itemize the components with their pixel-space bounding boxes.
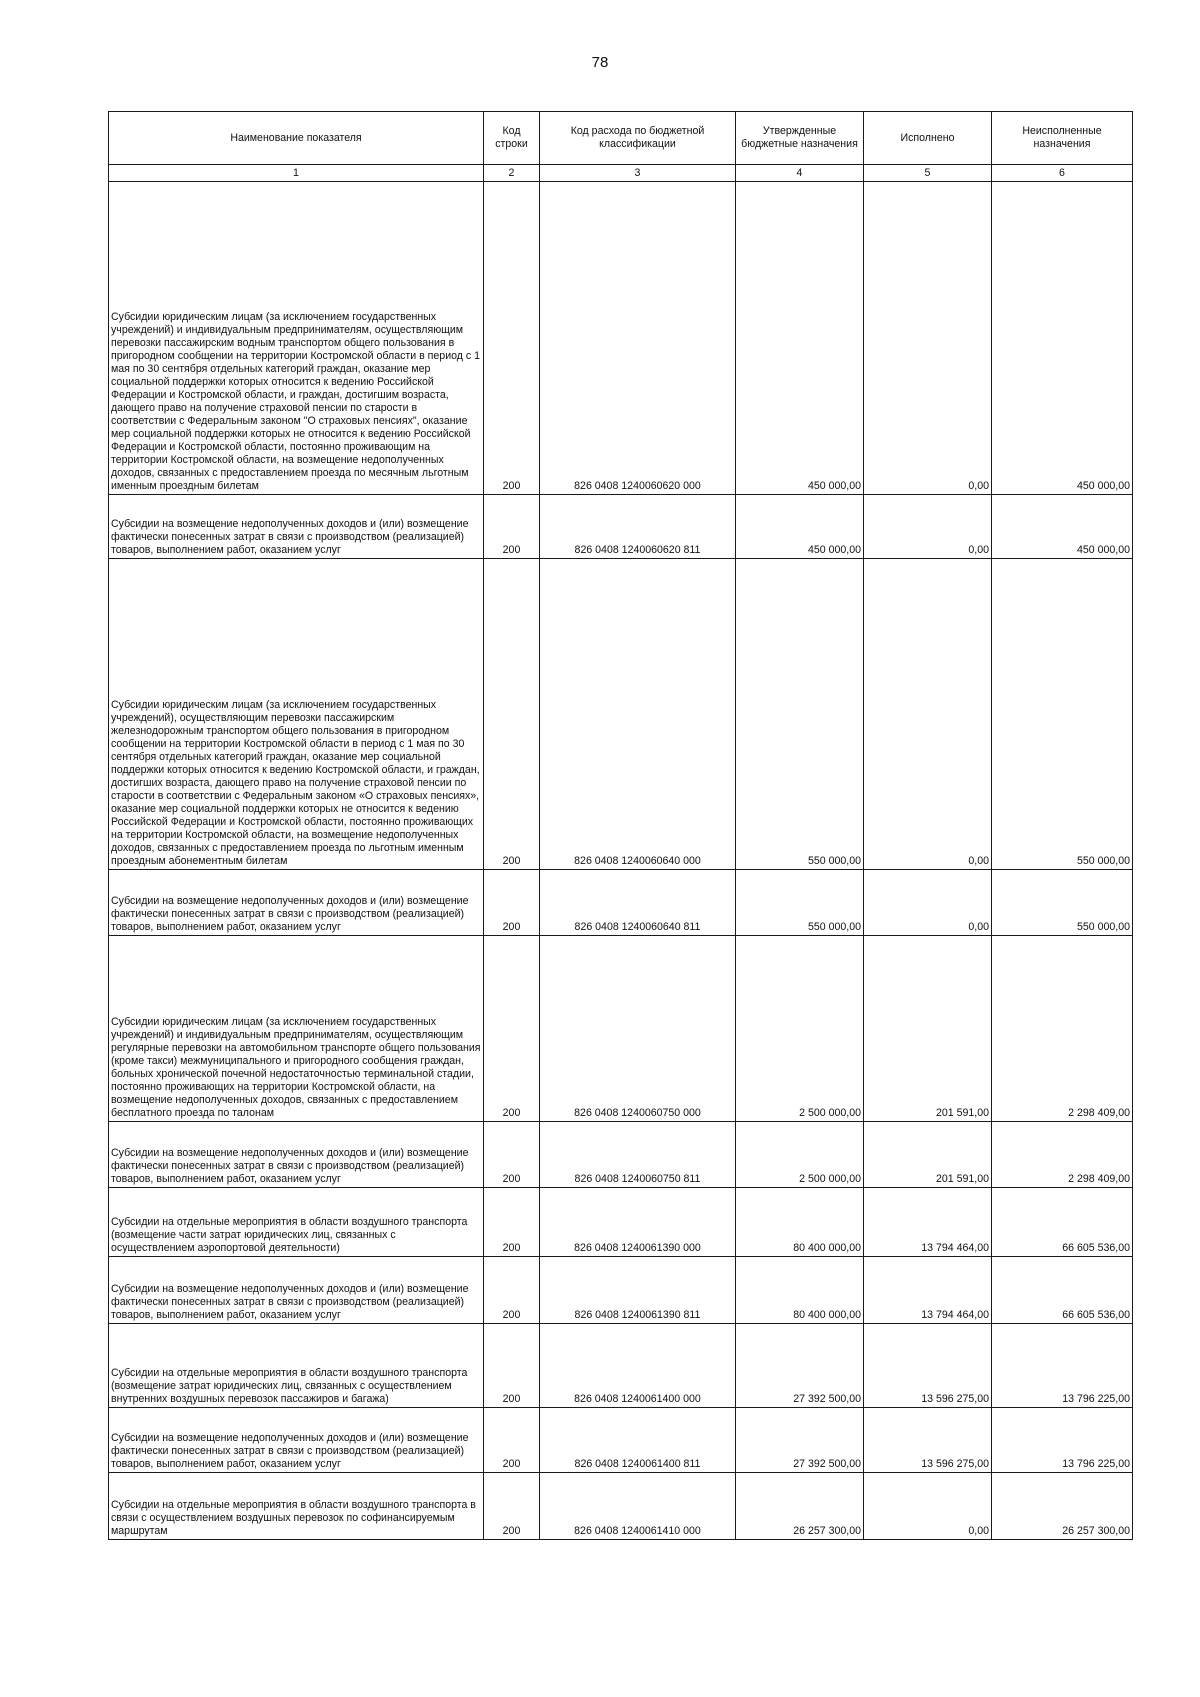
table-row xyxy=(109,870,1133,936)
row-executed: 0,00 xyxy=(864,495,992,559)
table-row xyxy=(109,1188,1133,1257)
header-row xyxy=(109,112,1133,165)
row-executed: 0,00 xyxy=(864,870,992,936)
row-name: Субсидии на возмещение недополученных доходов и (или) возмещение фактически понесенных затрат в связи с производством (реализацией) товаров, выполнением работ, оказанием услуг xyxy=(109,495,484,559)
row-executed: 0,00 xyxy=(864,1473,992,1540)
column-number-row xyxy=(109,165,1133,182)
row-classification: 826 0408 1240060750 811 xyxy=(540,1122,736,1188)
row-approved: 550 000,00 xyxy=(736,870,864,936)
table-row xyxy=(109,495,1133,559)
row-name: Субсидии на возмещение недополученных доходов и (или) возмещение фактически понесенных затрат в связи с производством (реализацией) товаров, выполнением работ, оказанием услуг xyxy=(109,1257,484,1324)
header-approved: Утвержденные бюджетные назначения xyxy=(736,112,864,165)
header-classification: Код расхода по бюджетной классификации xyxy=(540,112,736,165)
row-unexecuted: 13 796 225,00 xyxy=(992,1324,1133,1408)
row-approved: 550 000,00 xyxy=(736,559,864,870)
row-approved: 27 392 500,00 xyxy=(736,1324,864,1408)
row-name: Субсидии на возмещение недополученных доходов и (или) возмещение фактически понесенных затрат в связи с производством (реализацией) товаров, выполнением работ, оказанием услуг xyxy=(109,870,484,936)
table-row xyxy=(109,1473,1133,1540)
row-executed: 0,00 xyxy=(864,182,992,495)
row-approved: 26 257 300,00 xyxy=(736,1473,864,1540)
column-number: 6 xyxy=(992,165,1133,182)
row-executed: 201 591,00 xyxy=(864,936,992,1122)
table-row xyxy=(109,182,1133,495)
row-classification: 826 0408 1240060620 811 xyxy=(540,495,736,559)
page-number: 78 xyxy=(591,54,609,71)
row-executed: 0,00 xyxy=(864,559,992,870)
row-name: Субсидии юридическим лицам (за исключением государственных учреждений) и индивидуальным предпринимателям, осуществляющим регулярные перевозки на автомобильном транспорте общего пользования (кроме такси) межмуниципального и пригородного сообщения граждан, больных хронической почечной недостаточностью терминальной стадии, постоянно проживающих на территории Костромской области, на возмещение недополученных доходов, связанных с предоставлением бесплатного проезда по талонам xyxy=(109,936,484,1122)
header-name: Наименование показателя xyxy=(109,112,484,165)
row-approved: 27 392 500,00 xyxy=(736,1408,864,1473)
row-classification: 826 0408 1240061390 000 xyxy=(540,1188,736,1257)
row-classification: 826 0408 1240060640 811 xyxy=(540,870,736,936)
row-code: 200 xyxy=(484,559,540,870)
column-number: 5 xyxy=(864,165,992,182)
row-approved: 450 000,00 xyxy=(736,495,864,559)
budget-execution-table xyxy=(108,111,1133,1540)
row-unexecuted: 550 000,00 xyxy=(992,559,1133,870)
row-unexecuted: 2 298 409,00 xyxy=(992,1122,1133,1188)
table-row xyxy=(109,936,1133,1122)
row-approved: 450 000,00 xyxy=(736,182,864,495)
row-classification: 826 0408 1240061400 000 xyxy=(540,1324,736,1408)
row-classification: 826 0408 1240060750 000 xyxy=(540,936,736,1122)
row-approved: 80 400 000,00 xyxy=(736,1257,864,1324)
row-code: 200 xyxy=(484,495,540,559)
row-executed: 13 596 275,00 xyxy=(864,1324,992,1408)
column-number: 3 xyxy=(540,165,736,182)
table-row xyxy=(109,1408,1133,1473)
row-code: 200 xyxy=(484,1122,540,1188)
column-number: 4 xyxy=(736,165,864,182)
row-unexecuted: 450 000,00 xyxy=(992,495,1133,559)
row-approved: 2 500 000,00 xyxy=(736,1122,864,1188)
row-classification: 826 0408 1240061390 811 xyxy=(540,1257,736,1324)
row-name: Субсидии юридическим лицам (за исключением государственных учреждений) и индивидуальным предпринимателям, осуществляющим перевозки пассажирским водным транспортом общего пользования в пригородном сообщении на территории Костромской области в период с 1 мая по 30 сентября отдельных категорий граждан, оказание мер социальной поддержки которых относится к ведению Российской Федерации и Костромской области, и граждан, достигшим возраста, дающего право на получение страховой пенсии по старости в соответствии с Федеральным законом "О страховых пенсиях", оказание мер социальной поддержки которых не относится к ведению Российской Федерации и Костромской области, постоянно проживающим на территории Костромской области, на возмещение недополученных доходов, связанных с предоставлением проезда по месячным льготным именным проездным билетам xyxy=(109,182,484,495)
table-row xyxy=(109,1257,1133,1324)
row-unexecuted: 66 605 536,00 xyxy=(992,1188,1133,1257)
row-name: Субсидии юридическим лицам (за исключением государственных учреждений), осуществляющим перевозки пассажирским железнодорожным транспортом общего пользования в пригородном сообщении на территории Костромской области в период с 1 мая по 30 сентября отдельных категорий граждан, оказание мер социальной поддержки которых относится к ведению Костромской области, и граждан, достигших возраста, дающего право на получение страховой пенсии по старости в соответствии с Федеральным законом «О страховых пенсиях», оказание мер социальной поддержки которых не относится к ведению Российской Федерации и Костромской области, постоянно проживающих на территории Костромской области, на возмещение недополученных доходов, связанных с предоставлением проезда по льготным именным проездным абонементным билетам xyxy=(109,559,484,870)
row-code: 200 xyxy=(484,1188,540,1257)
table-row xyxy=(109,1122,1133,1188)
row-approved: 2 500 000,00 xyxy=(736,936,864,1122)
row-unexecuted: 450 000,00 xyxy=(992,182,1133,495)
row-name: Субсидии на возмещение недополученных доходов и (или) возмещение фактически понесенных затрат в связи с производством (реализацией) товаров, выполнением работ, оказанием услуг xyxy=(109,1122,484,1188)
table-row xyxy=(109,559,1133,870)
row-code: 200 xyxy=(484,1408,540,1473)
row-name: Субсидии на отдельные мероприятия в области воздушного транспорта (возмещение затрат юридических лиц, связанных с осуществлением внутренних воздушных перевозок пассажиров и багажа) xyxy=(109,1324,484,1408)
row-classification: 826 0408 1240060620 000 xyxy=(540,182,736,495)
row-code: 200 xyxy=(484,1473,540,1540)
row-executed: 201 591,00 xyxy=(864,1122,992,1188)
row-unexecuted: 66 605 536,00 xyxy=(992,1257,1133,1324)
header-executed: Исполнено xyxy=(864,112,992,165)
row-unexecuted: 2 298 409,00 xyxy=(992,936,1133,1122)
column-number: 1 xyxy=(109,165,484,182)
header-code: Код строки xyxy=(484,112,540,165)
table-row xyxy=(109,1324,1133,1408)
row-code: 200 xyxy=(484,182,540,495)
row-unexecuted: 13 796 225,00 xyxy=(992,1408,1133,1473)
row-executed: 13 794 464,00 xyxy=(864,1188,992,1257)
row-classification: 826 0408 1240061410 000 xyxy=(540,1473,736,1540)
row-code: 200 xyxy=(484,1324,540,1408)
row-executed: 13 596 275,00 xyxy=(864,1408,992,1473)
row-classification: 826 0408 1240061400 811 xyxy=(540,1408,736,1473)
row-classification: 826 0408 1240060640 000 xyxy=(540,559,736,870)
row-executed: 13 794 464,00 xyxy=(864,1257,992,1324)
row-name: Субсидии на возмещение недополученных доходов и (или) возмещение фактически понесенных затрат в связи с производством (реализацией) товаров, выполнением работ, оказанием услуг xyxy=(109,1408,484,1473)
row-code: 200 xyxy=(484,1257,540,1324)
column-number: 2 xyxy=(484,165,540,182)
row-name: Субсидии на отдельные мероприятия в области воздушного транспорта в связи с осуществлением воздушных перевозок по софинансируемым маршрутам xyxy=(109,1473,484,1540)
row-unexecuted: 26 257 300,00 xyxy=(992,1473,1133,1540)
row-unexecuted: 550 000,00 xyxy=(992,870,1133,936)
header-unexecuted: Неисполненные назначения xyxy=(992,112,1133,165)
row-code: 200 xyxy=(484,936,540,1122)
row-name: Субсидии на отдельные мероприятия в области воздушного транспорта (возмещение части затрат юридических лиц, связанных с осуществлением аэропортовой деятельности) xyxy=(109,1188,484,1257)
row-code: 200 xyxy=(484,870,540,936)
row-approved: 80 400 000,00 xyxy=(736,1188,864,1257)
